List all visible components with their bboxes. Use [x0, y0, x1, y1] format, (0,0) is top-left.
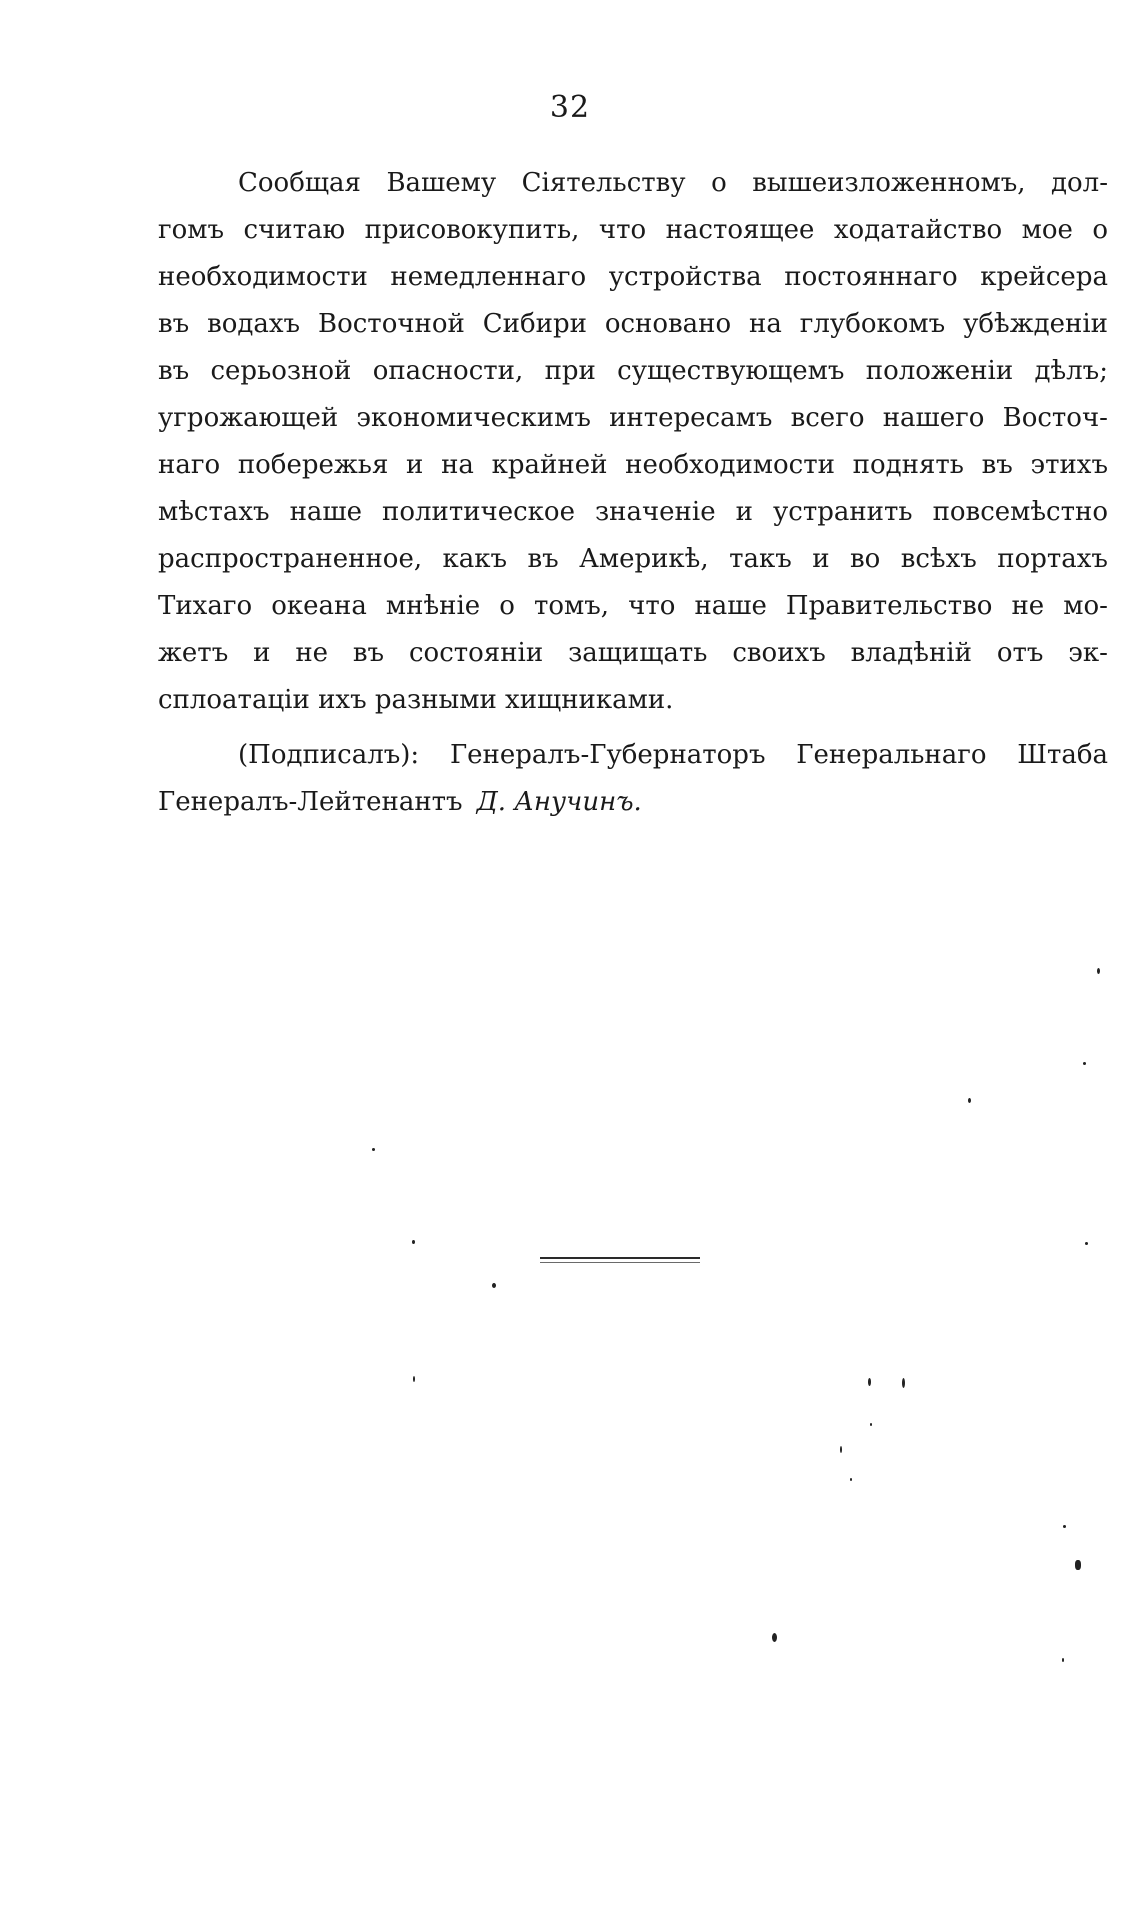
word: всѣхъ [900, 544, 977, 574]
word: что [598, 215, 647, 245]
body-line [158, 677, 1108, 724]
body-line-text [158, 489, 1108, 536]
word: отъ [996, 638, 1044, 668]
word: и [406, 450, 424, 480]
word: и [812, 544, 830, 574]
word: необходимости [158, 262, 368, 292]
word: Тихаго [158, 591, 253, 621]
word: въ [981, 450, 1013, 480]
word: значеніе [594, 497, 716, 527]
body-line [158, 630, 1108, 677]
body-line-text [158, 395, 1108, 442]
body-line [158, 489, 1108, 536]
scan-speck [412, 1240, 415, 1244]
word: экономическимъ [356, 403, 591, 433]
document-body [158, 160, 1108, 826]
word: состояніи [408, 638, 544, 668]
word: необходимости [625, 450, 835, 480]
word: защищать [568, 638, 708, 668]
signature-line [158, 732, 1108, 779]
scan-speck [1097, 968, 1100, 974]
scan-speck [1083, 1062, 1086, 1065]
word: этихъ [1030, 450, 1108, 480]
word: и [253, 638, 271, 668]
word: Сообщая [238, 168, 361, 198]
body-line-text [158, 442, 1108, 489]
word: и [735, 497, 753, 527]
word: настоящее [665, 215, 815, 245]
word: владѣній [850, 638, 972, 668]
word: при [544, 356, 596, 386]
body-line-text [158, 301, 1108, 348]
body-line-text: сплоатаціи ихъ разными хищниками. [158, 685, 674, 715]
word: въ [158, 356, 190, 386]
word: положеніи [865, 356, 1014, 386]
body-line-text [158, 536, 1108, 583]
body-line-text [158, 583, 1108, 630]
word: своихъ [732, 638, 826, 668]
word: наше [289, 497, 362, 527]
scan-speck [492, 1283, 496, 1288]
word: дѣлъ; [1034, 356, 1108, 386]
word: не [295, 638, 329, 668]
word: серьозной [210, 356, 352, 386]
word: портахъ [997, 544, 1108, 574]
word: Сіятельству [521, 168, 686, 198]
word: въ [158, 309, 190, 339]
signature-title [238, 732, 1108, 779]
section-separator [540, 1257, 700, 1263]
body-line [158, 207, 1108, 254]
word: Штаба [1017, 740, 1108, 770]
word: Сибири [482, 309, 587, 339]
word: считаю [243, 215, 346, 245]
body-line-text [158, 207, 1108, 254]
word: не [1011, 591, 1045, 621]
word: во [849, 544, 881, 574]
word: океана [271, 591, 367, 621]
scan-speck [868, 1378, 871, 1386]
page-number: 32 [549, 90, 591, 125]
word: повсемѣстно [932, 497, 1108, 527]
scan-speck [1075, 1560, 1081, 1570]
word: Генералъ-Губернаторъ [449, 740, 766, 770]
word: крейсера [980, 262, 1108, 292]
word: крайней [491, 450, 608, 480]
signature-line [158, 779, 1108, 826]
body-line [158, 160, 1108, 207]
word: устройства [608, 262, 762, 292]
body-line [158, 254, 1108, 301]
word: въ [352, 638, 385, 668]
word: существующемъ [617, 356, 845, 386]
word: какъ [442, 544, 508, 574]
word: мѣстахъ [158, 497, 270, 527]
word: поднять [852, 450, 964, 480]
word: Вашему [386, 168, 497, 198]
body-line [158, 348, 1108, 395]
scan-speck [850, 1478, 852, 1481]
word: мнѣніе [385, 591, 481, 621]
word: гомъ [158, 215, 225, 245]
scan-speck [840, 1446, 842, 1453]
signature-name: Д. Анучинъ. [476, 787, 642, 817]
scan-speck [372, 1148, 375, 1151]
word: нашего [882, 403, 985, 433]
word: мо- [1063, 591, 1108, 621]
word: немедленнаго [390, 262, 587, 292]
word: что [628, 591, 676, 621]
word: томъ, [533, 591, 610, 621]
word: въ [527, 544, 559, 574]
scan-speck [413, 1376, 415, 1382]
scan-speck [1085, 1242, 1088, 1245]
word: (Подписалъ): [238, 740, 420, 770]
word: Восточной [317, 309, 465, 339]
body-line-text [238, 160, 1108, 207]
scan-speck [1063, 1525, 1066, 1528]
word: основано [604, 309, 732, 339]
body-line [158, 395, 1108, 442]
word: жетъ [158, 638, 229, 668]
body-line [158, 536, 1108, 583]
body-line-text [158, 630, 1108, 677]
word: Восточ- [1002, 403, 1108, 433]
body-line [158, 442, 1108, 489]
word: о [711, 168, 727, 198]
word: о [1092, 215, 1108, 245]
word: распространенное, [158, 544, 423, 574]
word: постояннаго [784, 262, 958, 292]
word: интересамъ [609, 403, 773, 433]
word: дол- [1051, 168, 1108, 198]
body-line-text [158, 254, 1108, 301]
word: политическое [381, 497, 575, 527]
word: ходатайство [833, 215, 1003, 245]
scan-speck [1062, 1658, 1064, 1662]
word: Америкѣ, [579, 544, 709, 574]
scan-speck [968, 1098, 971, 1103]
word: наго [158, 450, 221, 480]
word: водахъ [207, 309, 301, 339]
signature-rank: Генералъ-Лейтенантъ [158, 787, 463, 817]
scan-speck [772, 1633, 777, 1642]
word: глубокомъ [799, 309, 946, 339]
word: Правительство [785, 591, 993, 621]
word: всего [790, 403, 865, 433]
word: о [499, 591, 515, 621]
word: на [441, 450, 474, 480]
word: устранить [772, 497, 913, 527]
scan-speck [870, 1423, 872, 1426]
word: опасности, [372, 356, 524, 386]
word: угрожающей [158, 403, 339, 433]
word: убѣжденіи [963, 309, 1108, 339]
word: присовокупить, [364, 215, 580, 245]
word: эк- [1068, 638, 1108, 668]
body-line [158, 583, 1108, 630]
word: на [749, 309, 782, 339]
word: побережья [237, 450, 389, 480]
word: такъ [729, 544, 792, 574]
body-line [158, 301, 1108, 348]
word: наше [694, 591, 767, 621]
word: мое [1021, 215, 1073, 245]
body-line-text [158, 348, 1108, 395]
scan-speck [902, 1378, 905, 1388]
word: вышеизложенномъ, [752, 168, 1026, 198]
word: Генеральнаго [796, 740, 987, 770]
